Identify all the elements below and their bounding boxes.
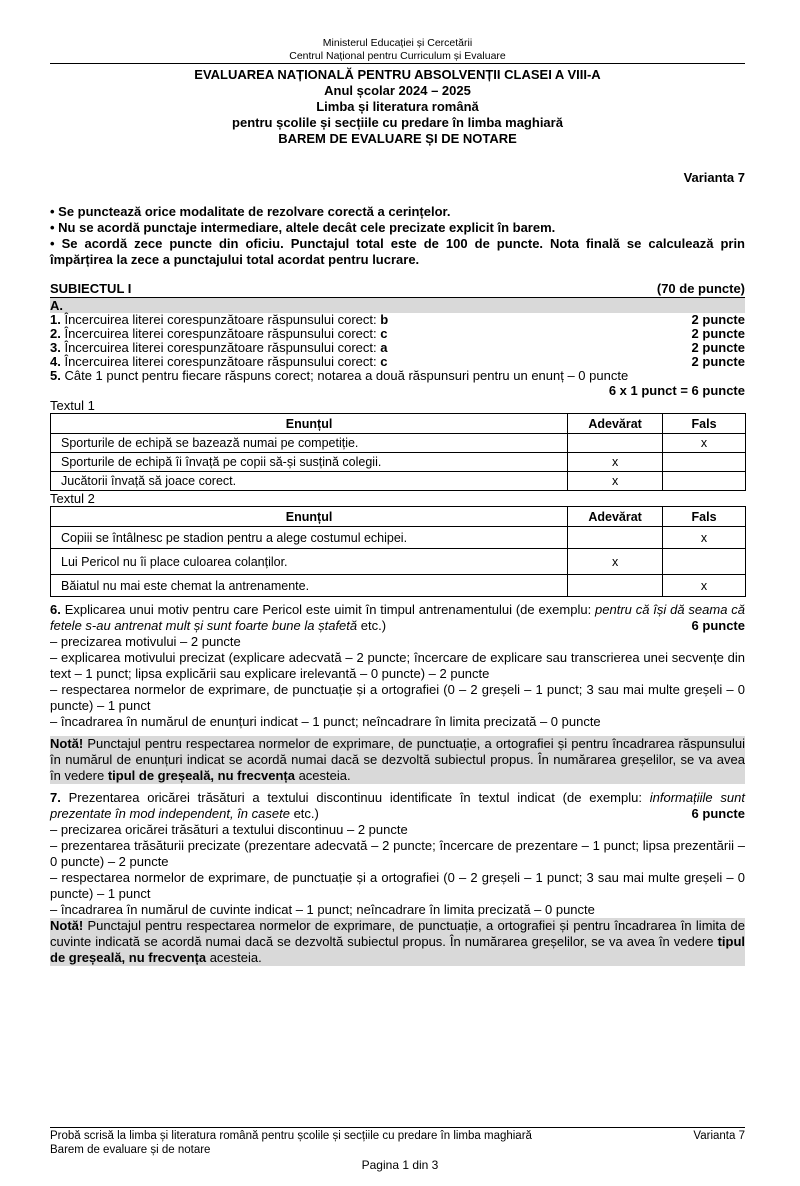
table-row: Lui Pericol nu îi place culoarea colanților. x xyxy=(51,549,746,575)
item-6: 6. Explicarea unui motiv pentru care Pericol este uimit în timpul antrenamentului (de exemplu: pentru că își dă seama că fetele s-au antrenat mult și sunt foarte bune la ștafetă etc.) 6 puncte xyxy=(50,602,746,633)
criterion: – respectarea normelor de exprimare, de punctuație și a ortografiei (0 – 2 greșeli – 1 punct; 3 sau mai multe greșeli – 0 puncte) – 1 punct xyxy=(50,870,745,901)
note-box: Notă! Punctajul pentru respectarea normelor de exprimare, de punctuație, a ortografiei și pentru încadrarea în limita de cuvinte indicată se acordă numai dacă se dezvoltă subiectul propus. În numărarea greșelilor, se va avea în vedere tipul de greșeală, nu frecvența acesteia. xyxy=(50,918,745,965)
col-header: Adevărat xyxy=(568,507,663,527)
section-title: SUBIECTUL I xyxy=(50,281,132,296)
table-row: Băiatul nu mai este chemat la antrenamente. x xyxy=(51,575,746,597)
rule-item: • Nu se acordă punctaje intermediare, altele decât cele precizate explicit în barem. xyxy=(50,220,556,235)
footer-exam: Probă scrisă la limba și literatura română pentru școlile și secțiile cu predare în limba maghiară xyxy=(50,1130,532,1142)
criterion: – încadrarea în numărul de cuvinte indicat – 1 punct; neîncadrare în limita precizată – 0 puncte xyxy=(50,902,595,917)
page-footer xyxy=(50,1127,745,1157)
col-header: Enunțul xyxy=(51,414,568,434)
table-label: Textul 1 xyxy=(50,398,95,413)
item5-total: 6 x 1 punct = 6 puncte xyxy=(608,383,745,398)
table-row: Jucătorii învață să joace corect. x xyxy=(51,472,746,491)
header-doc: BAREM DE EVALUARE ȘI DE NOTARE xyxy=(278,131,517,146)
answer-item: 2. Încercuirea literei corespunzătoare răspunsului corect: c 2 puncte xyxy=(50,326,745,341)
col-header: Adevărat xyxy=(568,414,663,434)
header-schools: pentru școlile și secțiile cu predare în limba maghiară xyxy=(232,115,563,130)
header-year: Anul școlar 2024 – 2025 xyxy=(324,83,471,98)
header-rule xyxy=(50,63,745,64)
table-row: Sporturile de echipă îi învață pe copii să-și susțină colegii. x xyxy=(51,453,746,472)
header-title: EVALUAREA NAȚIONALĂ PENTRU ABSOLVENȚII CLASEI A VIII-A xyxy=(194,67,601,82)
page xyxy=(50,0,745,966)
general-rules xyxy=(50,204,745,268)
variant-label: Varianta 7 xyxy=(683,170,745,185)
page-number: Pagina 1 din 3 xyxy=(361,1158,439,1172)
table-row: Sporturile de echipă se bazează numai pe competiție. x xyxy=(51,434,746,453)
section-points: (70 de puncte) xyxy=(656,281,745,296)
table-row: Copiii se întâlnesc pe stadion pentru a alege costumul echipei. x xyxy=(51,527,746,549)
criterion: – încadrarea în numărul de enunțuri indicat – 1 punct; neîncadrare în limita precizată – 0 puncte xyxy=(50,714,601,729)
answer-item: 4. Încercuirea literei corespunzătoare răspunsului corect: c 2 puncte xyxy=(50,354,745,369)
note-box: Notă! Punctajul pentru respectarea normelor de exprimare, de punctuație, a ortografiei și pentru încadrarea răspunsului în numărul de enunțuri indicat se acordă numai dacă se dezvoltă subiectul propus. În numărarea greșelilor, se va avea în vedere tipul de greșeală, nu frecvența acesteia. xyxy=(50,736,745,783)
section-header xyxy=(50,281,745,298)
rule-item: • Se acordă zece puncte din oficiu. Punctajul total este de 100 de puncte. Nota finală se calculează prin împărțirea la zece a punctajului total acordat pentru lucrare. xyxy=(50,236,745,267)
header-center: Centrul Național pentru Curriculum și Evaluare xyxy=(289,50,506,62)
part-label: A. xyxy=(50,298,745,313)
col-header: Enunțul xyxy=(51,507,568,527)
header-ministry: Ministerul Educației și Cercetării xyxy=(322,37,473,49)
true-false-table-1 xyxy=(50,413,746,491)
criterion: – respectarea normelor de exprimare, de punctuație și a ortografiei (0 – 2 greșeli – 1 punct; 3 sau mai multe greșeli – 0 puncte) – 1 punct xyxy=(50,682,745,713)
table-label: Textul 2 xyxy=(50,491,95,506)
col-header: Fals xyxy=(663,507,746,527)
item-7: 7. Prezentarea oricărei trăsături a textului discontinuu identificate în textul indicat (de exemplu: informațiile sunt prezentate în mod independent, în casete etc.) 6 puncte xyxy=(50,790,745,821)
footer-variant: Varianta 7 xyxy=(693,1130,745,1142)
true-false-table-2 xyxy=(50,506,746,597)
answer-item-5: 5. Câte 1 punct pentru fiecare răspuns corect; notarea a două răspunsuri pentru un enunț – 0 puncte xyxy=(50,368,629,383)
criterion: – precizarea oricărei trăsături a textului discontinuu – 2 puncte xyxy=(50,822,408,837)
col-header: Fals xyxy=(663,414,746,434)
criterion: – precizarea motivului – 2 puncte xyxy=(50,634,241,649)
answer-item: 3. Încercuirea literei corespunzătoare răspunsului corect: a 2 puncte xyxy=(50,340,745,355)
criterion: – explicarea motivului precizat (explicare adecvată – 2 puncte; încercare de explicare sau transcrierea unei secvențe din text – 1 punct; lipsa explicării sau explicare irelevantă – 0 puncte) – 2 puncte xyxy=(50,650,745,681)
header-subject: Limba și literatura română xyxy=(316,99,479,114)
criterion: – prezentarea trăsăturii precizate (prezentare adecvată – 2 puncte; încercare de prezentare – 1 punct; lipsa prezentării – 0 puncte) – 2 puncte xyxy=(50,838,745,869)
answer-item: 1. Încercuirea literei corespunzătoare răspunsului corect: b 2 puncte xyxy=(50,312,745,327)
footer-doc: Barem de evaluare și de notare xyxy=(50,1144,211,1156)
rule-item: • Se punctează orice modalitate de rezolvare corectă a cerințelor. xyxy=(50,204,451,219)
